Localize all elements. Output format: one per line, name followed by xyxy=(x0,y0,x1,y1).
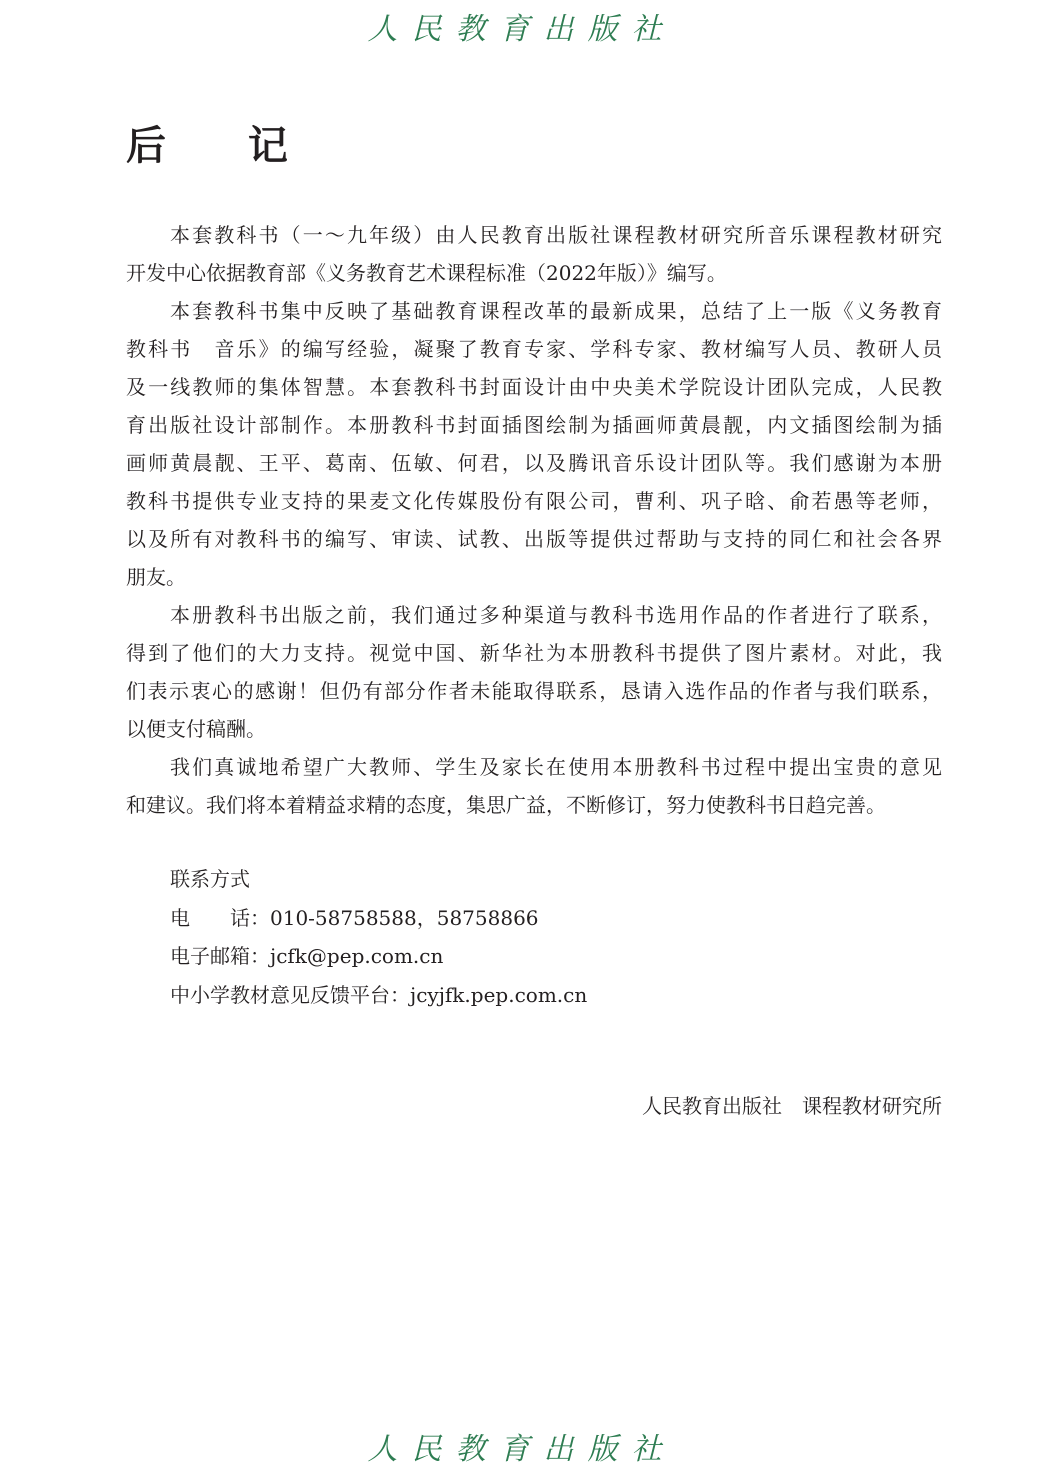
paragraph-line: 教科书 音乐》的编写经验，凝聚了教育专家、学科专家、教材编写人员、教研人员 xyxy=(126,337,942,361)
paragraph-line: 和建议。我们将本着精益求精的态度，集思广益，不断修订，努力使教科书日趋完善。 xyxy=(126,793,886,817)
publisher-logo-header: 人民教育出版社 xyxy=(367,12,676,47)
contact-heading: 联系方式 xyxy=(170,867,250,891)
phone-value: 010-58758588，58758866 xyxy=(270,905,539,930)
contact-email xyxy=(170,937,587,976)
paragraph-line: 以及所有对教科书的编写、审读、试教、出版等提供过帮助与支持的同仁和社会各界 xyxy=(126,527,942,551)
paragraph-line: 育出版社设计部制作。本册教科书封面插图绘制为插画师黄晨靓，内文插图绘制为插 xyxy=(126,413,942,437)
feedback-value: jcyjfk.pep.com.cn xyxy=(410,982,588,1007)
paragraph-line: 及一线教师的集体智慧。本套教科书封面设计由中央美术学院设计团队完成，人民教 xyxy=(126,375,942,399)
feedback-label: 中小学教材意见反馈平台： xyxy=(170,982,410,1007)
page-title: 后 记 xyxy=(126,122,322,169)
publisher-logo-footer: 人民教育出版社 xyxy=(367,1432,676,1467)
contact-feedback xyxy=(170,976,587,1015)
paragraph-line: 本套教科书（一～九年级）由人民教育出版社课程教材研究所音乐课程教材研究 xyxy=(170,223,942,247)
paragraph-line: 本册教科书出版之前，我们通过多种渠道与教科书选用作品的作者进行了联系， xyxy=(170,603,942,627)
contact-phone xyxy=(170,899,587,938)
afterword-body xyxy=(126,216,942,824)
email-value: jcfk@pep.com.cn xyxy=(270,944,444,968)
paragraph-line: 得到了他们的大力支持。视觉中国、新华社为本册教科书提供了图片素材。对此，我 xyxy=(126,641,942,665)
paragraph-line: 们表示衷心的感谢！但仍有部分作者未能取得联系，恳请入选作品的作者与我们联系， xyxy=(126,679,942,703)
paragraph-line: 本套教科书集中反映了基础教育课程改革的最新成果，总结了上一版《义务教育 xyxy=(170,299,942,323)
paragraph-line: 教科书提供专业支持的果麦文化传媒股份有限公司，曹利、巩子晗、俞若愚等老师， xyxy=(126,489,942,513)
paragraph-line: 朋友。 xyxy=(126,565,186,589)
signature: 人民教育出版社 课程教材研究所 xyxy=(642,1094,942,1118)
contact-info xyxy=(170,860,587,1014)
paragraph-line: 开发中心依据教育部《义务教育艺术课程标准（2022年版）》编写。 xyxy=(126,261,727,285)
paragraph-line: 我们真诚地希望广大教师、学生及家长在使用本册教科书过程中提出宝贵的意见 xyxy=(170,755,942,779)
email-label: 电子邮箱： xyxy=(170,944,270,968)
paragraph-line: 画师黄晨靓、王平、葛南、伍敏、何君，以及腾讯音乐设计团队等。我们感谢为本册 xyxy=(126,451,942,475)
paragraph-line: 以便支付稿酬。 xyxy=(126,717,266,741)
phone-label: 电 话： xyxy=(170,905,270,930)
